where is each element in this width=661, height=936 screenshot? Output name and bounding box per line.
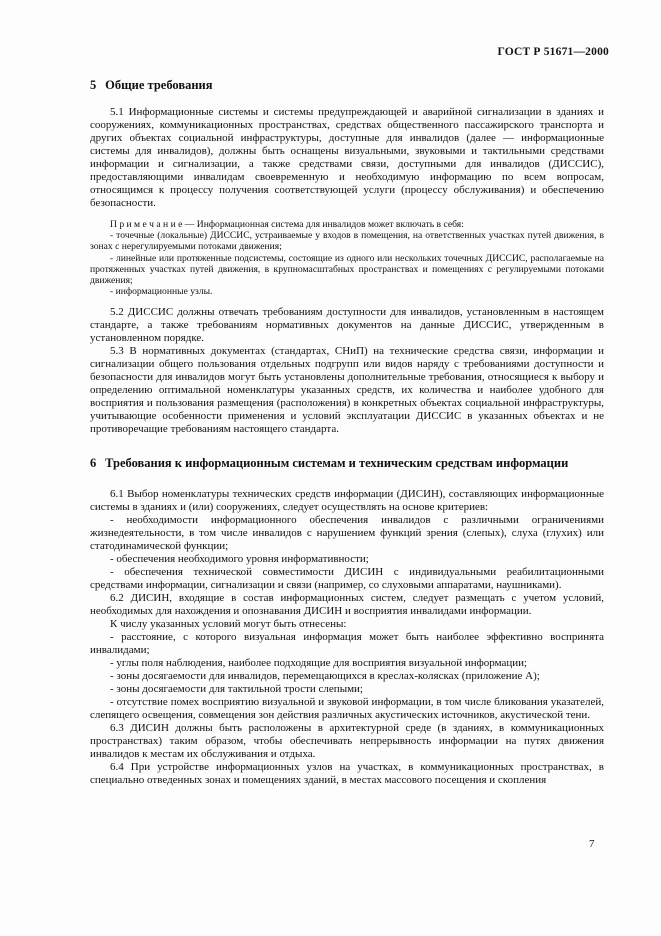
note-item: - информационные узлы. <box>110 286 213 298</box>
section-5-heading <box>90 78 604 92</box>
list-item: - расстояние, с которого визуальная информация может быть наиболее эффективно воспринята инвалидами; <box>90 631 604 657</box>
paragraph-6-4: 6.4 При устройстве информационных узлов на участках, в коммуникационных пространствах, в специально отведенных зонах и помещениях зданий, в местах массового посещения и скопления <box>90 761 604 787</box>
paragraph-5-1: 5.1 Информационные системы и системы предупреждающей и аварийной сигнализации в зданиях и сооружениях, коммуникационных пространствах, средствах общественного пассажирского транспорта и других объектах социальной инфраструктуры, доступные для инвалидов (далее — информационные системы для инвалидов), должны быть оснащены визуальными, звуковыми и тактильными средствами информации и сигнализации, а также средствами связи, доступными для инвалидов (ДИССИС), предоставляющими инвалидам своевременную и необходимую информацию по всем вопросам, относящимся к процессу получения соответствующей услуги (процессу обслуживания) и обеспечению безопасности. <box>90 106 604 209</box>
list-item: - углы поля наблюдения, наиболее подходящие для восприятия визуальной информации; <box>110 657 528 670</box>
paragraph-5-3: 5.3 В нормативных документах (стандартах, СНиП) на технические средства связи, информации и сигнализации общего пользования отдельных подгрупп или видов наряду с требованиями доступности и безопасности для инвалидов могут быть установлены дополнительные требования, относящиеся к выбору и определению оптимальной номенклатуры указанных средств, их количества и наиболее удобного для восприятия и пользования размещения (расположения) в конкретных объектах социальной инфраструктуры, учитывающие особенности применения и условий эксплуатации ДИССИС в указанных объектах и не противоречащие требованиям настоящего стандарта. <box>90 345 604 436</box>
page-number: 7 <box>589 838 595 850</box>
section-5-number: 5 <box>90 78 97 92</box>
list-item: - обеспечения необходимого уровня информативности; <box>110 553 369 566</box>
paragraph-6-2: 6.2 ДИСИН, входящие в состав информационных систем, следует размещать с учетом условий, необходимых для нахождения и опознавания ДИСИН и восприятия инвалидами информации. <box>90 592 604 618</box>
section-6-number: 6 <box>90 456 97 471</box>
list-item: - зоны досягаемости для тактильной трости слепыми; <box>110 683 363 696</box>
note-block <box>90 219 604 297</box>
list-item: - отсутствие помех восприятию визуальной и звуковой информации, в том числе бликования указателей, слепящего освещения, совмещения зон действия различных акустических источников, акустической тени. <box>90 696 604 722</box>
note-lead: П р и м е ч а н и е — Информационная система для инвалидов может включать в себя: <box>110 219 464 230</box>
list-item: - необходимости информационного обеспечения инвалидов с различными ограничениями жизнедеятельности, в том числе инвалидов с нарушением функций зрения (слепых), слуха (глухих) или статодинамической функции; <box>90 514 604 553</box>
list-item: - зоны досягаемости для инвалидов, перемещающихся в креслах-колясках (приложение А); <box>110 670 540 683</box>
list-item: - обеспечения технической совместимости ДИСИН с индивидуальными реабилитационными средствами информации, сигнализации и связи (например, со слуховыми аппаратами, наушниками). <box>90 566 604 592</box>
page-content <box>90 74 604 787</box>
section-5-title: Общие требования <box>105 78 213 92</box>
paragraph-6-1: 6.1 Выбор номенклатуры технических средств информации (ДИСИН), составляющих информационные системы в зданиях и (или) сооружениях, следует осуществлять на основе критериев: <box>90 488 604 514</box>
paragraph: К числу указанных условий могут быть отнесены: <box>110 618 347 631</box>
section-6-title: Требования к информационным системам и техническим средствам информации <box>105 456 569 471</box>
standard-designation: ГОСТ Р 51671—2000 <box>497 46 609 58</box>
section-6-heading <box>90 456 604 470</box>
note-item: - линейные или протяженные подсистемы, состоящие из одного или нескольких точечных ДИССИС, располагаемые на протяженных участках путей движения, в крупномасштабных пространствах и помещениях с регулируемыми потоками движения; <box>90 252 604 287</box>
paragraph-5-2: 5.2 ДИССИС должны отвечать требованиям доступности для инвалидов, установленным в настоящем стандарте, а также требованиям нормативных документов на данные ДИССИС, утвержденным в установленном порядке. <box>90 306 604 345</box>
note-item: - точечные (локальные) ДИССИС, устраиваемые у входов в помещения, на ответственных участках путей движения, в зонах с нерегулируемыми потоками движения; <box>90 230 604 253</box>
paragraph-6-3: 6.3 ДИСИН должны быть расположены в архитектурной среде (в зданиях, в коммуникационных пространствах) таким образом, чтобы обеспечивать непрерывность информации на путях движения инвалидов к местам их обслуживания и отдыха. <box>90 722 604 761</box>
